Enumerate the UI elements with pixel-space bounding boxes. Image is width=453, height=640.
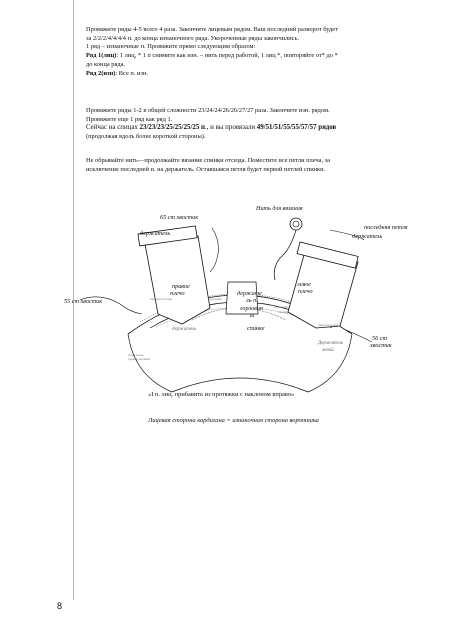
row-2-text: : Все п. изн. <box>115 69 148 77</box>
label-left-shoulder-1: левое <box>297 281 312 288</box>
label-band: планка <box>278 310 288 314</box>
text-line: 1 ряд – изнаночные п. Провяжите прямо следующим образом: <box>86 43 256 51</box>
collar-diagram <box>60 196 420 426</box>
label-center-holder-4: ы <box>250 312 255 319</box>
text-line: до конца ряда. <box>86 60 126 68</box>
label-holder-left: держатель <box>140 230 171 237</box>
label-center-holder-5: спинке <box>247 325 265 332</box>
text-line: Провяжите еще 1 ряд как ряд 1. <box>86 115 173 123</box>
label-center-holder-3: горловин <box>240 305 264 312</box>
label-left-edge: левая полочка <box>318 323 339 327</box>
yarn-ball-icon <box>290 218 302 230</box>
label-collar: воротник <box>208 297 222 301</box>
paragraph-continue-back <box>86 157 436 174</box>
row-1-text: : 1 лиц, * 1 п снимите как изн. – нить перед работой, 1 лиц *, повторяйте от* до * <box>116 52 338 60</box>
text-line: Провяжите ряды 4-5 всего 4 раза. Закончите лицевым рядом. Ваш последний разворот будет <box>86 26 338 33</box>
row-2-line <box>86 70 436 79</box>
tail-65-strand <box>210 228 218 272</box>
label-neck: горловина <box>274 305 289 309</box>
label-last-stitch: последняя петля <box>364 224 408 231</box>
label-tail-56-2: хвостик <box>370 342 392 349</box>
label-left-shoulder-2: плечо <box>298 288 313 295</box>
label-arc-holder-right-1: Держатель <box>318 341 344 346</box>
label-right-shoulder-1: правое <box>172 283 190 290</box>
page-number: 8 <box>57 601 63 611</box>
tail-56-strand <box>346 330 372 342</box>
label-arc-holder-left: держатель <box>172 327 197 332</box>
label-right-edge: правая полочка <box>150 297 173 301</box>
text-span: ., и вы провязали <box>205 124 257 132</box>
label-arc-holder-right-2: левой <box>322 348 334 353</box>
paragraph-row-counts <box>86 107 436 142</box>
right-shoulder-piece <box>145 236 210 324</box>
text-line: Провяжите ряды 1-2 в общей сложности 23/24/24/26/26/27/27 раза. Закончите изн. рядом. <box>86 107 330 114</box>
row-1-label: Ряд 1(лиц) <box>86 52 117 60</box>
row-counts: 49/51/51/55/55/57/57 рядов <box>256 124 337 132</box>
row-2-label: Ряд 2(изн) <box>86 69 116 77</box>
row-1-line <box>86 52 436 61</box>
yarn-ball-core <box>293 221 299 227</box>
text-line: (продолжая вдоль более короткой стороны). <box>86 133 206 141</box>
stitch-count-line <box>86 124 436 133</box>
working-yarn <box>274 230 296 280</box>
text-line: за 2/2/2/4/4/4/4 п. до конца изнаночного ряда. Укороченные ряды закончились. <box>86 34 300 42</box>
label-right-shoulder-2: плечо <box>170 290 185 297</box>
label-yarn: Нить для вязания <box>256 205 303 212</box>
stitch-counts: 23/23/23/25/25/25/25 <box>139 124 200 132</box>
label-tail-55: 55 cm хвостик <box>64 298 103 305</box>
label-center-holder-1: держате <box>237 290 262 297</box>
collar-bottom-arc <box>172 378 308 392</box>
label-tail-56-1: 56 cm <box>372 335 387 342</box>
label-small-holder-2: правой кромки <box>128 357 150 361</box>
caption-formula: «I п. лиц. прибавить из протяжки с наклоном вправо» <box>148 391 295 398</box>
text-line: исключение последней п. на держатель. Оставшаяся петля будет первой петлей спинки. <box>86 165 326 173</box>
text-line: Не обрывайте нить—продолжайте вязание спинки отсюда. Поместите все петли плеча, за <box>86 157 331 164</box>
text-span: Сейчас на спицах <box>86 124 140 132</box>
label-holder-right: держатель <box>352 233 383 240</box>
label-center-holder-2: ль п. <box>246 297 258 304</box>
paragraph-short-rows <box>86 26 436 78</box>
caption-side: Лицевая сторона кардигана = изнаночная сторона воротника <box>148 417 319 424</box>
label-small-holder-1: Держатель <box>128 353 144 357</box>
label-tail-65: 65 cm хвостик <box>160 214 199 221</box>
text-span: п <box>199 124 205 132</box>
